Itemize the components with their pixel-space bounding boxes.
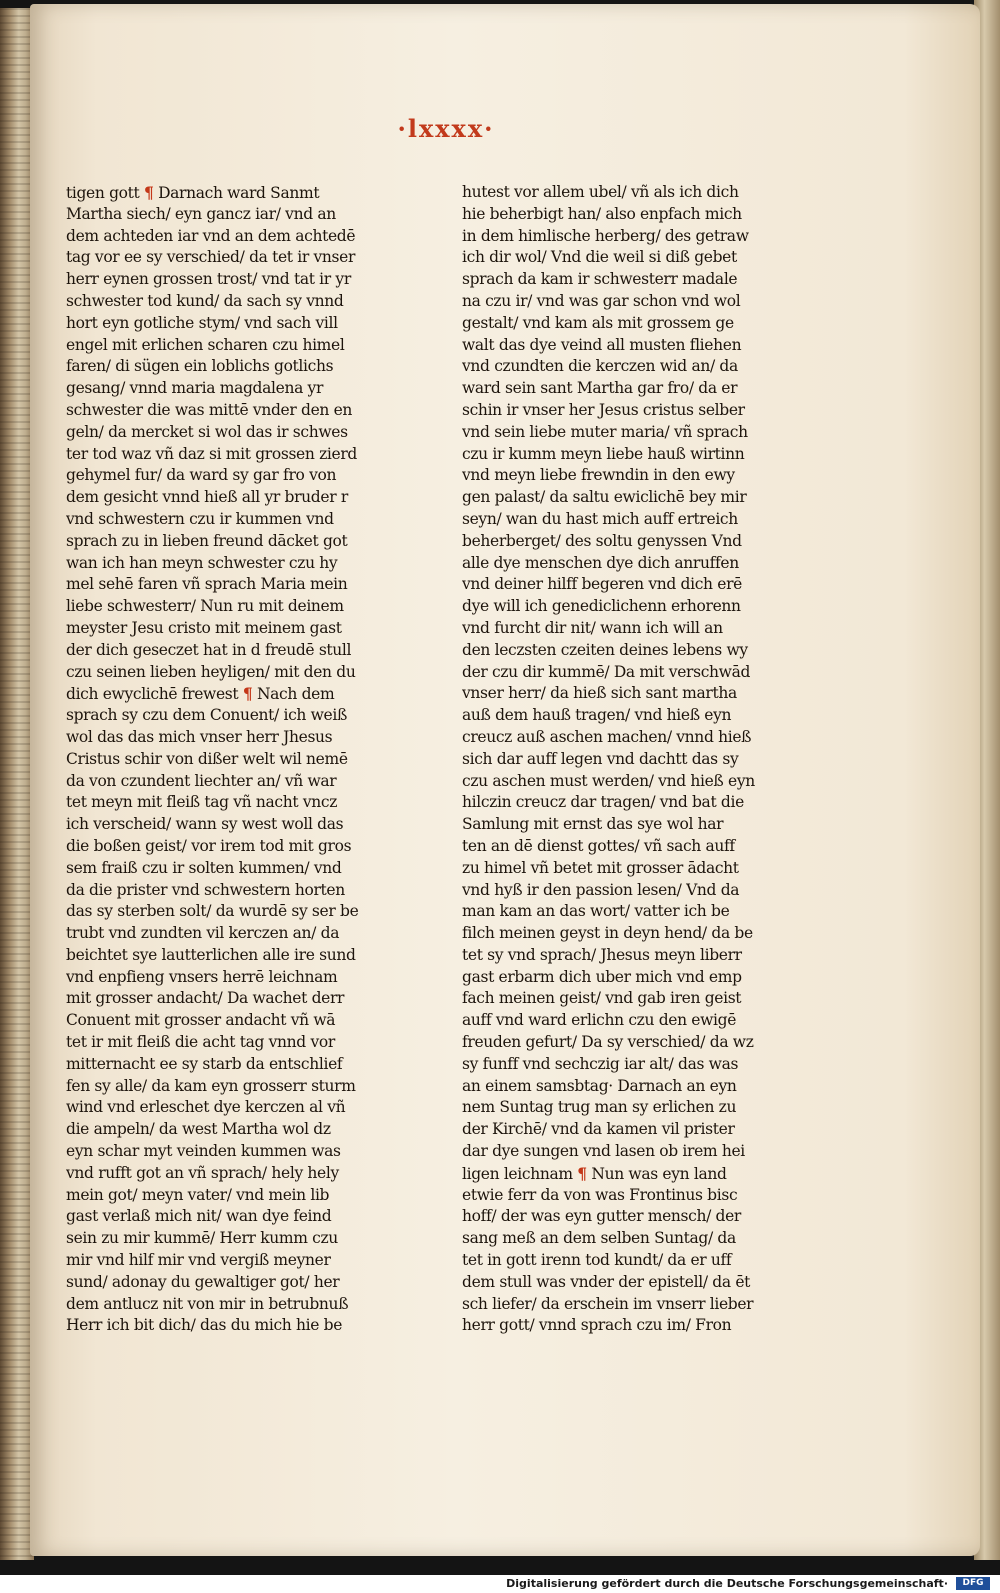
text-line: beichtet sye lautterlichen alle ire sund — [66, 945, 356, 964]
text-line: zu himel vñ betet mit grosser ādacht — [462, 858, 739, 877]
folio-number: ·lxxxx· — [397, 114, 495, 143]
text-line: fach meinen geist/ vnd gab iren geist — [462, 989, 742, 1008]
paragraph-mark: ¶ — [577, 1163, 587, 1183]
text-line: gast verlaß mich nit/ wan dye feind — [66, 1207, 332, 1226]
text-line: vnd hyß ir den passion lesen/ Vnd da — [462, 880, 740, 899]
text-line: tet sy vnd sprach/ Jhesus meyn liberr — [462, 945, 742, 964]
text-line: filch meinen geyst in deyn hend/ da be — [462, 924, 753, 943]
text-line: ligen leichnam ¶ Nun was eyn land — [462, 1163, 727, 1183]
text-line: dem achteden iar vnd an dem achtedē — [66, 226, 356, 245]
text-line: alle dye menschen dye dich anruffen — [462, 553, 739, 572]
text-line: na czu ir/ vnd was gar schon vnd wol — [462, 291, 741, 310]
text-line: ich dir wol/ Vnd die weil si diß gebet — [462, 248, 737, 267]
text-line: tet ir mit fleiß die acht tag vnnd vor — [66, 1033, 335, 1052]
text-line: engel mit erlichen scharen czu himel — [66, 335, 345, 354]
text-line: hie beherbigt han/ also enpfach mich — [462, 204, 742, 223]
text-line: dye will ich genediclichenn erhorenn — [462, 597, 741, 616]
text-line: meyster Jesu cristo mit meinem gast — [66, 618, 342, 637]
book-page-edges — [0, 8, 34, 1560]
text-line: an einem samsbtag· Darnach an eyn — [462, 1076, 737, 1095]
text-line: liebe schwesterr/ Nun ru mit deinem — [66, 597, 344, 616]
text-line: fen sy alle/ da kam eyn grosserr sturm — [66, 1076, 356, 1095]
text-line: etwie ferr da von was Frontinus bisc — [462, 1185, 738, 1204]
text-line: czu aschen must werden/ vnd hieß eyn — [462, 771, 755, 790]
text-line: vnd furcht dir nit/ wann ich will an — [462, 618, 723, 637]
text-line: sprach sy czu dem Conuent/ ich weiß — [66, 706, 347, 725]
text-line: Conuent mit grosser andacht vñ wā — [66, 1011, 336, 1030]
manuscript-page — [30, 4, 980, 1556]
text-line: dar dye sungen vnd lasen ob irem hei — [462, 1142, 745, 1161]
text-line: nem Suntag trug man sy erlichen zu — [462, 1098, 737, 1117]
text-line: herr eynen grossen trost/ vnd tat ir yr — [66, 270, 351, 289]
text-line: den leczsten czeiten deines lebens wy — [462, 640, 748, 659]
text-line: Cristus schir von dißer welt wil nemē — [66, 749, 348, 768]
text-line: mit grosser andacht/ Da wachet derr — [66, 989, 345, 1008]
text-line: schin ir vnser her Jesus cristus selber — [462, 400, 745, 419]
text-line: ich verscheid/ wann sy west woll das — [66, 815, 344, 834]
text-line: hoff/ der was eyn gutter mensch/ der — [462, 1207, 741, 1226]
text-line: das sy sterben solt/ da wurdē sy ser be — [66, 902, 359, 921]
text-line: walt das dye veind all musten fliehen — [462, 335, 742, 354]
text-line: gesang/ vnnd maria magdalena yr — [66, 379, 324, 398]
text-line: vnd meyn liebe frewndin in den ewy — [462, 466, 735, 485]
text-line: freuden gefurt/ Da sy verschied/ da wz — [462, 1033, 754, 1052]
footer-credit: Digitalisierung gefördert durch die Deutsche Forschungsgemeinschaft· — [506, 1577, 948, 1590]
text-line: dem antlucz nit von mir in betrubnuß — [66, 1294, 349, 1313]
text-line: da die prister vnd schwestern horten — [66, 880, 345, 899]
paragraph-mark: ¶ — [242, 684, 253, 704]
paragraph-mark: ¶ — [143, 183, 154, 202]
text-line: geln/ da mercket si wol das ir schwes — [66, 422, 348, 441]
text-line: hilczin creucz dar tragen/ vnd bat die — [462, 793, 744, 812]
text-line: wol das das mich vnser herr Jhesus — [66, 727, 333, 746]
text-line: der dich geseczet hat in d freudē stull — [66, 640, 352, 659]
text-line: seyn/ wan du hast mich auff ertreich — [462, 509, 738, 528]
text-line: Samlung mit ernst das sye wol har — [462, 815, 724, 834]
text-line: sprach zu in lieben freund dācket got — [66, 531, 348, 550]
text-line: man kam an das wort/ vatter ich be — [462, 902, 730, 921]
text-line: in dem himlische herberg/ des getraw — [462, 226, 749, 245]
text-line: sprach da kam ir schwesterr madale — [462, 270, 738, 289]
text-line: hort eyn gotliche stym/ vnd sach vill — [66, 313, 338, 332]
text-line: mir vnd hilf mir vnd vergiß meyner — [66, 1251, 331, 1270]
text-line: auff vnd ward erlichn czu den ewigē — [462, 1011, 737, 1030]
text-line: die ampeln/ da west Martha wol dz — [66, 1120, 331, 1139]
text-line: herr gott/ vnnd sprach czu im/ Fron — [462, 1316, 732, 1335]
text-line: mein got/ meyn vater/ vnd mein lib — [66, 1185, 330, 1204]
text-line: gehymel fur/ da ward sy gar fro von — [66, 466, 337, 485]
text-line: gen palast/ da saltu ewiclichē bey mir — [462, 488, 747, 507]
text-line: tet in gott irenn tod kundt/ da er uff — [462, 1251, 732, 1270]
text-line: dem gesicht vnnd hieß all yr bruder r — [66, 488, 348, 507]
left-text-column — [66, 182, 402, 1337]
text-line: hutest vor allem ubel/ vñ als ich dich — [462, 183, 739, 201]
text-line: sch liefer/ da erschein im vnserr lieber — [462, 1294, 754, 1313]
text-line: auß dem hauß tragen/ vnd hieß eyn — [462, 706, 732, 725]
text-line: vnd sein liebe muter maria/ vñ sprach — [462, 422, 748, 441]
text-line: dem stull was vnder der epistell/ da ēt — [462, 1272, 751, 1291]
text-line: Herr ich bit dich/ das du mich hie be — [66, 1316, 343, 1335]
text-line: gast erbarm dich uber mich vnd emp — [462, 967, 742, 986]
text-line: schwester die was mittē vnder den en — [66, 400, 353, 419]
text-line: faren/ di sügen ein loblichs gotlichs — [66, 357, 334, 376]
text-line: tigen gott ¶ Darnach ward Sanmt — [66, 183, 320, 202]
text-line: vnser herr/ da hieß sich sant martha — [462, 684, 737, 703]
text-line: vnd deiner hilff begeren vnd dich erē — [462, 575, 742, 594]
text-line: vnd schwestern czu ir kummen vnd — [66, 509, 334, 528]
text-line: schwester tod kund/ da sach sy vnnd — [66, 291, 344, 310]
text-line: der czu dir kummē/ Da mit verschwād — [462, 662, 751, 681]
text-line: der Kirchē/ vnd da kamen vil prister — [462, 1120, 735, 1139]
text-line: ter tod waz vñ daz si mit grossen zierd — [66, 444, 357, 463]
text-line: vnd rufft got an vñ sprach/ hely hely — [66, 1163, 339, 1182]
text-line: die boßen geist/ vor irem tod mit gros — [66, 836, 352, 855]
text-line: dich ewyclichē frewest ¶ Nach dem — [66, 684, 335, 704]
text-line: vnd enpfieng vnsers herrē leichnam — [66, 967, 338, 986]
text-line: mitternacht ee sy starb da entschlief — [66, 1054, 343, 1073]
text-line: sy funff vnd sechczig iar alt/ das was — [462, 1054, 739, 1073]
text-line: sem fraiß czu ir solten kummen/ vnd — [66, 858, 342, 877]
text-line: czu ir kumm meyn liebe hauß wirtinn — [462, 444, 745, 463]
text-line: sein zu mir kummē/ Herr kumm czu — [66, 1229, 338, 1248]
text-line: vnd czundten die kerczen wid an/ da — [462, 357, 738, 376]
text-line: mel sehē faren vñ sprach Maria mein — [66, 575, 348, 594]
text-line: sich dar auff legen vnd dachtt das sy — [462, 749, 739, 768]
text-line: trubt vnd zundten vil kerczen an/ da — [66, 924, 340, 943]
text-line: creucz auß aschen machen/ vnnd hieß — [462, 727, 752, 746]
text-line: wind vnd erleschet dye kerczen al vñ — [66, 1098, 346, 1117]
text-line: ward sein sant Martha gar fro/ da er — [462, 379, 738, 398]
text-line: sang meß an dem selben Suntag/ da — [462, 1229, 736, 1248]
dfg-logo: DFG — [956, 1577, 990, 1590]
text-line: da von czundent liechter an/ vñ war — [66, 771, 337, 790]
text-line: wan ich han meyn schwester czu hy — [66, 553, 338, 572]
text-line: eyn schar myt veinden kummen was — [66, 1142, 341, 1161]
text-line: Martha siech/ eyn gancz iar/ vnd an — [66, 204, 336, 223]
text-line: tag vor ee sy verschied/ da tet ir vnser — [66, 248, 356, 267]
text-line: czu seinen lieben heyligen/ mit den du — [66, 662, 356, 681]
text-line: ten an dē dienst gottes/ vñ sach auff — [462, 836, 735, 855]
right-text-column — [462, 182, 798, 1337]
text-line: sund/ adonay du gewaltiger got/ her — [66, 1272, 340, 1291]
text-line: beherberget/ des soltu genyssen Vnd — [462, 531, 742, 550]
text-line: gestalt/ vnd kam als mit grossem ge — [462, 313, 734, 332]
text-line: tet meyn mit fleiß tag vñ nacht vncz — [66, 793, 338, 812]
